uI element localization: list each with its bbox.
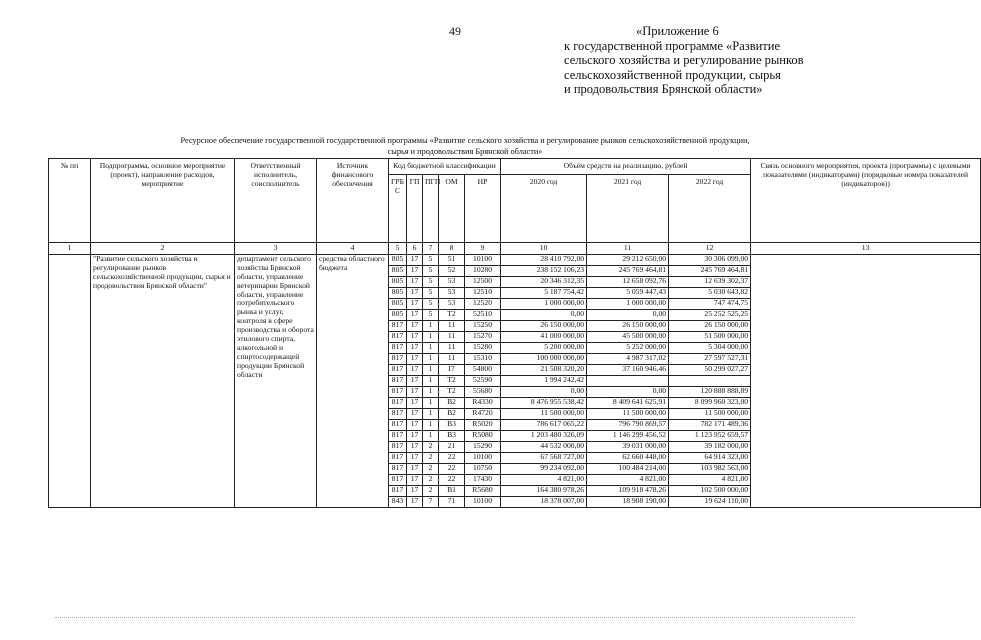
amount-2021-cell: 12 658 092,76: [587, 276, 669, 287]
amount-2021-cell: 0,00: [587, 309, 669, 320]
appendix-line-5: и продовольствия Брянской области»: [564, 82, 763, 96]
gp-cell: 17: [407, 320, 423, 331]
gp-cell: 17: [407, 342, 423, 353]
amount-2020-cell: 44 532 000,00: [501, 441, 587, 452]
pgp-cell: 5: [423, 298, 439, 309]
page-number: 49: [449, 24, 461, 38]
amount-2021-cell: 109 918 478,26: [587, 485, 669, 496]
amount-2020-cell: 1 000 000,00: [501, 298, 587, 309]
pgp-cell: 1: [423, 375, 439, 386]
np-cell: 10750: [465, 463, 501, 474]
om-cell: I7: [439, 364, 465, 375]
gp-cell: 17: [407, 353, 423, 364]
grbs-cell: 805: [389, 265, 407, 276]
column-number: 4: [317, 242, 389, 254]
om-cell: 22: [439, 474, 465, 485]
amount-2022-cell: 4 821,00: [669, 474, 751, 485]
pgp-cell: 1: [423, 320, 439, 331]
column-number: 7: [423, 242, 439, 254]
np-cell: 54800: [465, 364, 501, 375]
header-link: Связь основного мероприятия, проекта (программы) с целевыми показателями (индикаторами) (порядковые номера показателей (индикаторов)): [751, 159, 981, 243]
om-cell: Т2: [439, 309, 465, 320]
np-cell: 12520: [465, 298, 501, 309]
amount-2021-cell: 0,00: [587, 386, 669, 397]
np-cell: 55680: [465, 386, 501, 397]
amount-2022-cell: 19 624 110,00: [669, 496, 751, 507]
np-cell: 10100: [465, 496, 501, 507]
np-cell: 12500: [465, 276, 501, 287]
amount-2022-cell: 25 252 525,25: [669, 309, 751, 320]
grbs-cell: 817: [389, 485, 407, 496]
column-number: 1: [49, 242, 91, 254]
header-executor: Ответственный исполнитель, соисполнитель: [235, 159, 317, 243]
document-title: [120, 135, 810, 157]
gp-cell: 17: [407, 485, 423, 496]
np-cell: 15310: [465, 353, 501, 364]
row-number-cell: [49, 254, 91, 507]
subprogram-cell: "Развитие сельского хозяйства и регулирование рынков сельскохозяйственной продукции, сырья и продовольствия Брянской области": [91, 254, 235, 507]
amount-2021-cell: 11 500 000,00: [587, 408, 669, 419]
column-number: 8: [439, 242, 465, 254]
amount-2022-cell: 102 500 000,00: [669, 485, 751, 496]
pgp-cell: 7: [423, 496, 439, 507]
grbs-cell: 817: [389, 386, 407, 397]
om-cell: В2: [439, 397, 465, 408]
pgp-cell: 1: [423, 364, 439, 375]
np-cell: 52590: [465, 375, 501, 386]
amount-2022-cell: 26 150 000,00: [669, 320, 751, 331]
amount-2020-cell: 99 234 092,00: [501, 463, 587, 474]
amount-2022-cell: 1 123 952 659,57: [669, 430, 751, 441]
amount-2021-cell: [587, 375, 669, 386]
amount-2020-cell: 100 000 000,00: [501, 353, 587, 364]
amount-2020-cell: 786 617 065,22: [501, 419, 587, 430]
om-cell: 22: [439, 452, 465, 463]
gp-cell: 17: [407, 441, 423, 452]
np-cell: 10100: [465, 254, 501, 265]
scan-artifact-line: [55, 617, 855, 618]
header-year-2022: 2022 год: [669, 174, 751, 242]
amount-2021-cell: 245 769 464,81: [587, 265, 669, 276]
amount-2021-cell: 8 409 641 625,91: [587, 397, 669, 408]
amount-2022-cell: 11 500 000,00: [669, 408, 751, 419]
pgp-cell: 5: [423, 276, 439, 287]
amount-2021-cell: 26 150 000,00: [587, 320, 669, 331]
np-cell: 12510: [465, 287, 501, 298]
pgp-cell: 5: [423, 265, 439, 276]
gp-cell: 17: [407, 309, 423, 320]
header-pgp: ПГП: [423, 174, 439, 242]
gp-cell: 17: [407, 287, 423, 298]
om-cell: Т2: [439, 375, 465, 386]
header-budget-code: Код бюджетной классификации: [389, 159, 501, 175]
gp-cell: 17: [407, 254, 423, 265]
np-cell: 10280: [465, 265, 501, 276]
amount-2021-cell: 45 500 000,00: [587, 331, 669, 342]
amount-2020-cell: 21 508 320,20: [501, 364, 587, 375]
gp-cell: 17: [407, 430, 423, 441]
grbs-cell: 817: [389, 452, 407, 463]
header-volume: Объём средств на реализацию, рублей: [501, 159, 751, 175]
header-grbs: ГРБ С: [389, 174, 407, 242]
om-cell: 11: [439, 353, 465, 364]
np-cell: 15250: [465, 320, 501, 331]
executor-cell: департамент сельского хозяйства Брянской области, управление ветеринарии Брянской области, управление потребительского рынка и услуг, контроля в сфере производства и оборота этилового спирта, алкогольной и спиртосодержащей продукции Брянской области: [235, 254, 317, 507]
pgp-cell: 2: [423, 452, 439, 463]
pgp-cell: 2: [423, 474, 439, 485]
om-cell: 53: [439, 298, 465, 309]
column-number: 5: [389, 242, 407, 254]
amount-2020-cell: 0,00: [501, 386, 587, 397]
amount-2022-cell: 12 639 302,37: [669, 276, 751, 287]
pgp-cell: 5: [423, 254, 439, 265]
om-cell: 21: [439, 441, 465, 452]
np-cell: R4720: [465, 408, 501, 419]
amount-2020-cell: 41 000 000,00: [501, 331, 587, 342]
om-cell: 51: [439, 254, 465, 265]
amount-2021-cell: 5 059 447,43: [587, 287, 669, 298]
gp-cell: 17: [407, 463, 423, 474]
pgp-cell: 5: [423, 309, 439, 320]
om-cell: В2: [439, 408, 465, 419]
om-cell: 11: [439, 342, 465, 353]
amount-2021-cell: 100 484 214,00: [587, 463, 669, 474]
grbs-cell: 817: [389, 430, 407, 441]
grbs-cell: 817: [389, 419, 407, 430]
amount-2021-cell: 18 908 190,00: [587, 496, 669, 507]
np-cell: 15280: [465, 342, 501, 353]
gp-cell: 17: [407, 474, 423, 485]
document-title-line-2: сырья и продовольствия Брянской области»: [387, 147, 543, 156]
amount-2022-cell: [669, 375, 751, 386]
np-cell: 17430: [465, 474, 501, 485]
gp-cell: 17: [407, 419, 423, 430]
gp-cell: 17: [407, 298, 423, 309]
np-cell: R5080: [465, 430, 501, 441]
column-number: 10: [501, 242, 587, 254]
pgp-cell: 5: [423, 287, 439, 298]
amount-2021-cell: 4 987 317,02: [587, 353, 669, 364]
om-cell: 53: [439, 287, 465, 298]
grbs-cell: 805: [389, 287, 407, 298]
table-row: [49, 254, 981, 265]
amount-2021-cell: 62 660 448,00: [587, 452, 669, 463]
amount-2021-cell: 1 000 000,00: [587, 298, 669, 309]
amount-2020-cell: 8 476 955 538,42: [501, 397, 587, 408]
grbs-cell: 805: [389, 254, 407, 265]
column-number: 11: [587, 242, 669, 254]
header-year-2021: 2021 год: [587, 174, 669, 242]
amount-2022-cell: 120 888 888,89: [669, 386, 751, 397]
grbs-cell: 817: [389, 364, 407, 375]
pgp-cell: 2: [423, 463, 439, 474]
pgp-cell: 1: [423, 331, 439, 342]
grbs-cell: 843: [389, 496, 407, 507]
amount-2022-cell: 245 769 464,81: [669, 265, 751, 276]
amount-2022-cell: 5 304 000,00: [669, 342, 751, 353]
om-cell: 22: [439, 463, 465, 474]
appendix-line-2: к государственной программе «Развитие: [564, 38, 780, 53]
column-number: 6: [407, 242, 423, 254]
np-cell: R5680: [465, 485, 501, 496]
amount-2021-cell: 29 212 650,00: [587, 254, 669, 265]
appendix-line-4: сельскохозяйственной продукции, сырья: [564, 67, 781, 82]
grbs-cell: 805: [389, 276, 407, 287]
gp-cell: 17: [407, 408, 423, 419]
column-number: 2: [91, 242, 235, 254]
om-cell: В3: [439, 419, 465, 430]
amount-2022-cell: 782 171 489,36: [669, 419, 751, 430]
pgp-cell: 2: [423, 485, 439, 496]
np-cell: 52510: [465, 309, 501, 320]
grbs-cell: 817: [389, 342, 407, 353]
amount-2021-cell: 1 146 299 456,52: [587, 430, 669, 441]
om-cell: В3: [439, 430, 465, 441]
amount-2020-cell: 5 187 754,42: [501, 287, 587, 298]
amount-2020-cell: 28 410 792,00: [501, 254, 587, 265]
np-cell: R5020: [465, 419, 501, 430]
pgp-cell: 1: [423, 397, 439, 408]
grbs-cell: 817: [389, 320, 407, 331]
gp-cell: 17: [407, 265, 423, 276]
column-number: 13: [751, 242, 981, 254]
gp-cell: 17: [407, 386, 423, 397]
om-cell: 52: [439, 265, 465, 276]
om-cell: 11: [439, 331, 465, 342]
amount-2020-cell: 26 150 000,00: [501, 320, 587, 331]
pgp-cell: 1: [423, 342, 439, 353]
header-np: НР: [465, 174, 501, 242]
appendix-line-3: сельского хозяйства и регулирование рынков: [564, 53, 804, 67]
header-row-1: [49, 159, 981, 175]
amount-2020-cell: 4 821,00: [501, 474, 587, 485]
amount-2020-cell: 0,00: [501, 309, 587, 320]
header-subprogram: Подпрограмма, основное мероприятие (проект), направление расходов, мероприятие: [91, 159, 235, 243]
document-title-line-1: Ресурсное обеспечение государственной государственной программы «Развитие сельского хозяйства и регулирование рынков сельскохозяйственной продукции,: [180, 136, 750, 145]
amount-2020-cell: 11 500 000,00: [501, 408, 587, 419]
om-cell: Т2: [439, 386, 465, 397]
amount-2020-cell: 164 380 978,26: [501, 485, 587, 496]
grbs-cell: 817: [389, 408, 407, 419]
grbs-cell: 805: [389, 298, 407, 309]
amount-2022-cell: 5 030 643,82: [669, 287, 751, 298]
header-year-2020: 2020 год: [501, 174, 587, 242]
amount-2020-cell: 20 346 312,35: [501, 276, 587, 287]
amount-2022-cell: 64 914 323,00: [669, 452, 751, 463]
resource-table: [48, 158, 981, 508]
appendix-heading: [564, 24, 894, 97]
amount-2022-cell: 8 099 960 323,00: [669, 397, 751, 408]
appendix-line-1: «Приложение 6: [636, 24, 719, 38]
amount-2022-cell: 50 299 027,27: [669, 364, 751, 375]
amount-2021-cell: 37 160 946,46: [587, 364, 669, 375]
amount-2021-cell: 4 821,00: [587, 474, 669, 485]
pgp-cell: 1: [423, 419, 439, 430]
amount-2022-cell: 27 597 527,31: [669, 353, 751, 364]
indicator-link-cell: [751, 254, 981, 507]
amount-2020-cell: 1 994 242,42: [501, 375, 587, 386]
gp-cell: 17: [407, 397, 423, 408]
np-cell: R4330: [465, 397, 501, 408]
np-cell: 15270: [465, 331, 501, 342]
header-num: № пп: [49, 159, 91, 243]
amount-2022-cell: 747 474,75: [669, 298, 751, 309]
amount-2020-cell: 1 203 480 326,09: [501, 430, 587, 441]
column-number: 9: [465, 242, 501, 254]
grbs-cell: 817: [389, 463, 407, 474]
amount-2022-cell: 30 306 099,00: [669, 254, 751, 265]
gp-cell: 17: [407, 276, 423, 287]
om-cell: 53: [439, 276, 465, 287]
grbs-cell: 817: [389, 353, 407, 364]
grbs-cell: 817: [389, 331, 407, 342]
header-source: Источник финансового обеспечения: [317, 159, 389, 243]
column-number: 12: [669, 242, 751, 254]
pgp-cell: 1: [423, 353, 439, 364]
column-number-row: [49, 242, 981, 254]
gp-cell: 17: [407, 331, 423, 342]
amount-2022-cell: 51 500 000,00: [669, 331, 751, 342]
om-cell: 71: [439, 496, 465, 507]
amount-2022-cell: 103 982 563,00: [669, 463, 751, 474]
column-number: 3: [235, 242, 317, 254]
amount-2021-cell: 5 252 000,00: [587, 342, 669, 353]
pgp-cell: 2: [423, 441, 439, 452]
om-cell: 11: [439, 320, 465, 331]
amount-2022-cell: 39 182 000,00: [669, 441, 751, 452]
gp-cell: 17: [407, 452, 423, 463]
grbs-cell: 817: [389, 375, 407, 386]
pgp-cell: 1: [423, 408, 439, 419]
pgp-cell: 1: [423, 430, 439, 441]
grbs-cell: 817: [389, 474, 407, 485]
amount-2020-cell: 67 568 727,00: [501, 452, 587, 463]
om-cell: В1: [439, 485, 465, 496]
amount-2020-cell: 18 378 007,00: [501, 496, 587, 507]
gp-cell: 17: [407, 375, 423, 386]
amount-2021-cell: 39 031 000,00: [587, 441, 669, 452]
grbs-cell: 805: [389, 309, 407, 320]
gp-cell: 17: [407, 496, 423, 507]
pgp-cell: 1: [423, 386, 439, 397]
grbs-cell: 817: [389, 397, 407, 408]
amount-2020-cell: 5 200 000,00: [501, 342, 587, 353]
header-gp: ГП: [407, 174, 423, 242]
np-cell: 10100: [465, 452, 501, 463]
source-cell: средства областного бюджета: [317, 254, 389, 507]
amount-2020-cell: 238 152 106,23: [501, 265, 587, 276]
gp-cell: 17: [407, 364, 423, 375]
np-cell: 15290: [465, 441, 501, 452]
amount-2021-cell: 796 790 869,57: [587, 419, 669, 430]
grbs-cell: 817: [389, 441, 407, 452]
header-om: ОМ: [439, 174, 465, 242]
